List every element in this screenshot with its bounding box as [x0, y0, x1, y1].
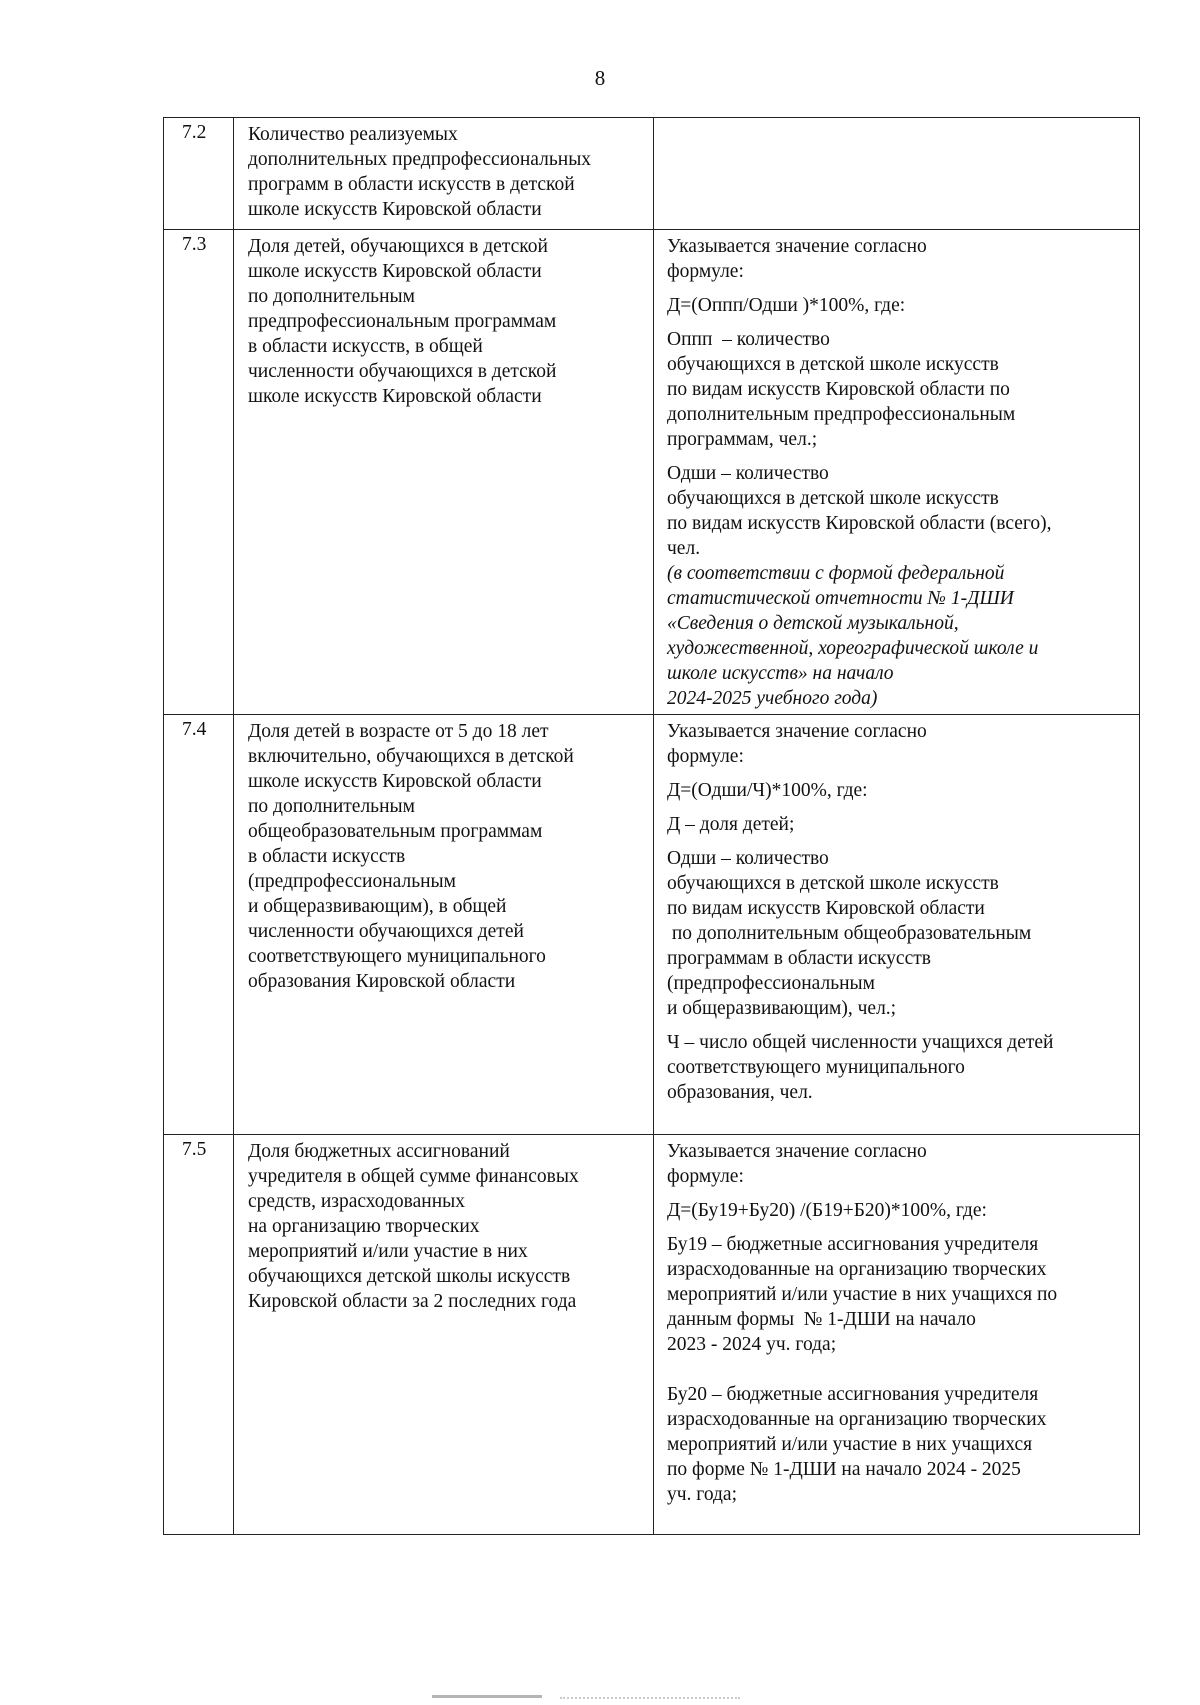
row-number: 7.3 [164, 230, 234, 715]
method-line: израсходованные на организацию творческих [667, 1409, 1047, 1430]
method-line: формуле: [667, 261, 744, 282]
table-row [164, 1135, 1140, 1535]
indicator-name-line: Доля детей в возрасте от 5 до 18 лет [248, 721, 549, 742]
method-line: Указывается значение согласно [667, 1141, 927, 1162]
indicator-name-line: в области искусств [248, 846, 406, 867]
method-line: данным формы № 1-ДШИ на начало [667, 1309, 976, 1330]
scan-artifact [432, 1695, 542, 1704]
indicator-name-line: общеобразовательным программам [248, 821, 543, 842]
indicator-name-line: школе искусств Кировской области [248, 771, 542, 792]
calculation-method [654, 230, 1140, 715]
method-note-line: «Сведения о детской музыкальной, [667, 613, 959, 634]
indicator-name-line: и общеразвивающим), в общей [248, 896, 507, 917]
indicator-name-line: учредителя в общей сумме финансовых [248, 1166, 579, 1187]
method-line: программам в области искусств [667, 948, 931, 969]
calculation-method [654, 118, 1140, 230]
method-line: Оппп – количество [667, 329, 830, 350]
method-line: Указывается значение согласно [667, 236, 927, 257]
indicator-name-line: программ в области искусств в детской [248, 174, 575, 195]
method-line: Д=(Бу19+Бу20) /(Б19+Б20)*100%, где: [667, 1200, 987, 1221]
indicator-name-line: по дополнительным [248, 286, 415, 307]
method-note-line: художественной, хореографической школе и [667, 638, 1039, 659]
indicator-name-line: дополнительных предпрофессиональных [248, 149, 592, 170]
indicator-name-line: Количество реализуемых [248, 124, 458, 145]
method-line: Д=(Одши/Ч)*100%, где: [667, 780, 868, 801]
method-line: Одши – количество [667, 463, 829, 484]
table-body [164, 118, 1140, 1535]
calculation-method [654, 715, 1140, 1135]
table-row [164, 118, 1140, 230]
method-line: по видам искусств Кировской области (всего), [667, 513, 1052, 534]
method-line: по видам искусств Кировской области по [667, 379, 1010, 400]
method-note-line: школе искусств» на начало [667, 663, 894, 684]
indicator-name-line: соответствующего муниципального [248, 946, 546, 967]
method-line: дополнительным предпрофессиональным [667, 404, 1016, 425]
method-line: обучающихся в детской школе искусств [667, 354, 999, 375]
indicator-name [234, 118, 654, 230]
method-note-line: 2024-2025 учебного года) [667, 688, 878, 709]
method-line: обучающихся в детской школе искусств [667, 873, 999, 894]
page-number: 8 [594, 66, 606, 90]
table-row [164, 230, 1140, 715]
method-line: обучающихся в детской школе искусств [667, 488, 999, 509]
method-line: чел. [667, 538, 701, 559]
method-line: по дополнительным общеобразовательным [667, 923, 1032, 944]
indicator-name-line: численности обучающихся в детской [248, 361, 557, 382]
indicator-name-line: включительно, обучающихся в детской [248, 746, 574, 767]
indicator-name-line: обучающихся детской школы искусств [248, 1266, 571, 1287]
indicator-name-line: в области искусств, в общей [248, 336, 483, 357]
method-line: и общеразвивающим), чел.; [667, 998, 897, 1019]
indicator-name-line: Доля бюджетных ассигнований [248, 1141, 510, 1162]
method-line: программам, чел.; [667, 429, 818, 450]
method-line: Бу20 – бюджетные ассигнования учредителя [667, 1384, 1039, 1405]
method-line: мероприятий и/или участие в них учащихся [667, 1434, 1033, 1455]
method-line: Бу19 – бюджетные ассигнования учредителя [667, 1234, 1039, 1255]
row-number: 7.5 [164, 1135, 234, 1535]
indicator-name-line: школе искусств Кировской области [248, 386, 542, 407]
indicator-name [234, 230, 654, 715]
method-line: соответствующего муниципального [667, 1057, 965, 1078]
indicators-table [163, 117, 1140, 1535]
method-line: Указывается значение согласно [667, 721, 927, 742]
method-line: израсходованные на организацию творческих [667, 1259, 1047, 1280]
method-line: Ч – число общей численности учащихся детей [667, 1032, 1054, 1053]
method-line: формуле: [667, 746, 744, 767]
indicator-name-line: мероприятий и/или участие в них [248, 1241, 528, 1262]
method-line: Д=(Оппп/Одши )*100%, где: [667, 295, 906, 316]
method-line: (предпрофессиональным [667, 973, 875, 994]
indicator-name-line: средств, израсходованных [248, 1191, 465, 1212]
indicator-name-line: Доля детей, обучающихся в детской [248, 236, 548, 257]
indicator-name-line: школе искусств Кировской области [248, 199, 542, 220]
indicator-name-line: школе искусств Кировской области [248, 261, 542, 282]
method-note-line: статистической отчетности № 1-ДШИ [667, 588, 1014, 609]
method-line: Д – доля детей; [667, 814, 795, 835]
row-number: 7.4 [164, 715, 234, 1135]
calculation-method [654, 1135, 1140, 1535]
indicator-name-line: по дополнительным [248, 796, 415, 817]
scan-artifact [560, 1697, 740, 1703]
method-note-line: (в соответствии с формой федеральной [667, 563, 1005, 584]
indicator-name-line: (предпрофессиональным [248, 871, 456, 892]
indicator-name-line: образования Кировской области [248, 971, 516, 992]
indicator-name-line: предпрофессиональным программам [248, 311, 557, 332]
indicator-name-line: Кировской области за 2 последних года [248, 1291, 577, 1312]
method-line: по видам искусств Кировской области [667, 898, 985, 919]
method-line: формуле: [667, 1166, 744, 1187]
indicator-name [234, 1135, 654, 1535]
table-row [164, 715, 1140, 1135]
method-line: мероприятий и/или участие в них учащихся по [667, 1284, 1058, 1305]
row-number: 7.2 [164, 118, 234, 230]
indicator-name-line: на организацию творческих [248, 1216, 480, 1237]
indicator-name [234, 715, 654, 1135]
method-line: образования, чел. [667, 1082, 813, 1103]
method-line: уч. года; [667, 1484, 738, 1505]
method-line: по форме № 1-ДШИ на начало 2024 - 2025 [667, 1459, 1021, 1480]
method-line: Одши – количество [667, 848, 829, 869]
method-line: 2023 - 2024 уч. года; [667, 1334, 837, 1355]
indicator-name-line: численности обучающихся детей [248, 921, 524, 942]
